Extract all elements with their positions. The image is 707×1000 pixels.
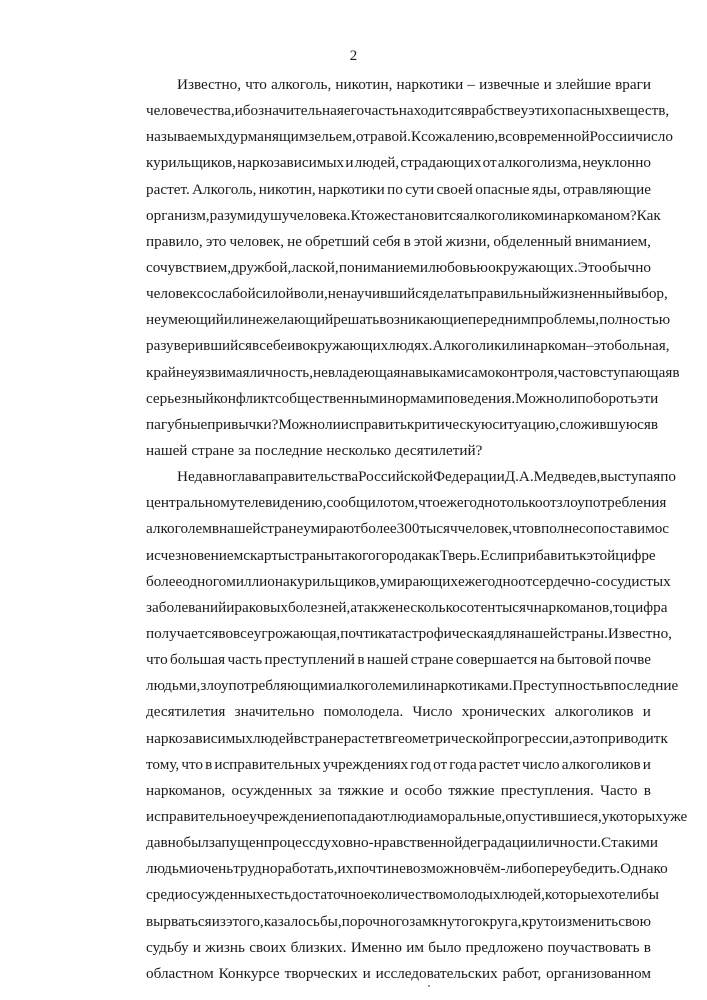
text-line: тому, что в исправительных учреждениях год от года растет число алкоголиков и (146, 755, 651, 773)
text-line: правило, это человек, не обретший себя в этой жизни, обделенный вниманием, (146, 232, 651, 250)
text-line: среди осужденных есть достаточное количество молодых людей, которые хотели бы (146, 886, 659, 904)
text-line: человечества, ибо значительная его часть находится в рабстве у этих опасных веществ, (146, 102, 670, 120)
text-line: нашей стране за последние несколько десятилетий? (146, 441, 483, 459)
text-line: не умеющий или не желающий решать возникающие перед ним проблемы, полностью (146, 311, 671, 329)
page-number: 2 (349, 48, 358, 64)
text-line: центральному телевидению, сообщил о том, что ежегодно только от злоупотребления (146, 494, 667, 512)
text-line: Недавно глава правительства Российской Федерации Д.А. Медведев, выступая по (177, 468, 677, 486)
text-line: что большая часть преступлений в нашей стране совершается на бытовой почве (146, 651, 651, 669)
text-line: серьезный конфликт с общественными нормами поведения. Можно ли побороть эти (146, 389, 659, 407)
text-line: алкоголем в нашей стране умирают более 300 тысяч человек, что вполне сопоставимо с (146, 520, 670, 538)
text-line: областном Конкурсе творческих и исследовательских работ, организованном (146, 964, 651, 982)
text-line: исправительное учреждение попадают люди аморальные, опустившиеся, у которых уже (146, 807, 688, 825)
text-line: пагубные привычки? Можно ли исправить критическую ситуацию, сложившуюся в (146, 415, 659, 433)
text-line: десятилетия значительно помолодела. Число хронических алкоголиков и (146, 703, 651, 721)
text-line: разуверившийся в себе и в окружающих людях. Алкоголик или наркоман – это больная, (146, 337, 670, 355)
text-line: крайне уязвимая личность, не владеющая навыками самоконтроля, часто вступающая в (146, 363, 680, 381)
text-line: организм, разум и душу человека. Кто же становится алкоголиком и наркоманом? Как (146, 206, 661, 224)
text-line: получается вовсе угрожающая, почти катастрофическая для нашей страны. Известно, (146, 624, 672, 642)
text-line: человек со слабой силой воли, не научившийся делать правильный жизненный выбор, (146, 285, 668, 303)
text-line: Известно, что алкоголь, никотин, наркотики – извечные и злейшие враги (177, 76, 651, 93)
text-line: сочувствием, дружбой, лаской, пониманием и любовью окружающих. Это обычно (146, 258, 651, 276)
text-line: растет. Алкоголь, никотин, наркотики по сути своей опасные яды, отравляющие (146, 180, 651, 198)
text-line: наркоманов, осужденных за тяжкие и особо тяжкие преступления. Часто в (146, 781, 651, 799)
text-line: исчезновением с карты страны такого города как Тверь. Если прибавить к этой цифре (146, 546, 656, 564)
body-text (146, 72, 688, 987)
text-line: курильщиков, наркозависимых и людей, страдающих от алкоголизма, неуклонно (146, 154, 651, 172)
text-line: заболеваний и раковых болезней, а также несколько сотен тысяч наркоманов, то цифра (146, 598, 668, 616)
text-line: давно был запущен процесс духовно-нравственной деградации личности. С такими (146, 834, 658, 852)
text-line: вырваться из этого, казалось бы, порочного замкнутого круга, круто изменить свою (146, 912, 651, 930)
text-line: называемых дурманящим зельем, отравой. К сожалению, в современной России число (146, 128, 673, 146)
text-line: более одного миллиона курильщиков, умирающих ежегодно от сердечно-сосудистых (146, 572, 671, 590)
text-line: судьбу и жизнь своих близких. Именно им было предложено поучаствовать в (146, 938, 651, 956)
text-line: наркозависимых людей в стране растет в геометрической прогрессии, а это приводит к (146, 729, 668, 747)
scan-speck (428, 985, 430, 987)
text-line: людьми, злоупотребляющими алкоголем или наркотиками. Преступность в последние (146, 677, 679, 695)
text-line: людьми очень трудно работать, их почти невозможно в чём-либо переубедить. Однако (146, 860, 668, 878)
